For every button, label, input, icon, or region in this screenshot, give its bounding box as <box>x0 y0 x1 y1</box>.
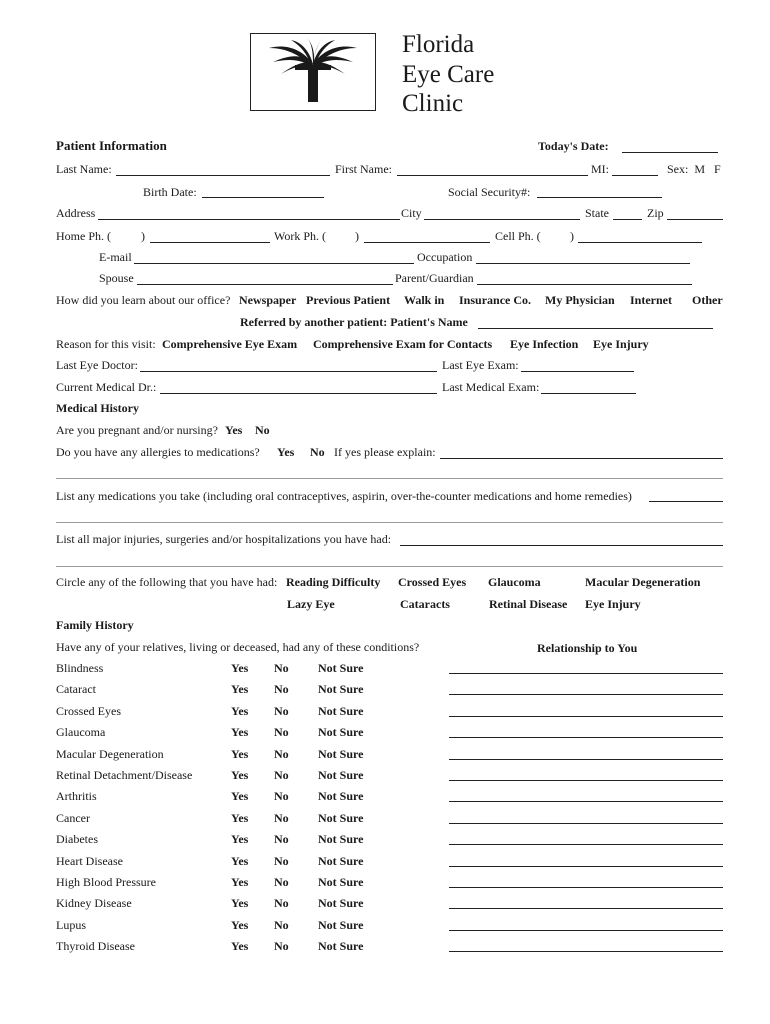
family-condition-not-sure[interactable]: Not Sure <box>318 768 364 782</box>
family-condition-no[interactable]: No <box>274 725 289 739</box>
family-condition-yes[interactable]: Yes <box>231 704 249 718</box>
home-phone-paren: ) <box>141 229 145 243</box>
family-condition-label: Blindness <box>56 661 104 675</box>
family-relationship-field[interactable] <box>449 908 723 909</box>
clinic-name-line-3: Clinic <box>402 90 464 117</box>
family-relationship-field[interactable] <box>449 823 723 824</box>
work-phone-paren: ) <box>355 229 359 243</box>
last-eye-exam-label: Last Eye Exam: <box>442 358 519 372</box>
spouse-field[interactable] <box>137 284 393 285</box>
family-condition-no[interactable]: No <box>274 832 289 846</box>
parent-guardian-field[interactable] <box>477 284 692 285</box>
family-relationship-field[interactable] <box>449 759 723 760</box>
family-condition-no[interactable]: No <box>274 918 289 932</box>
family-condition-no[interactable]: No <box>274 875 289 889</box>
family-condition-label: Cancer <box>56 811 90 825</box>
last-eye-doctor-label: Last Eye Doctor: <box>56 358 138 372</box>
injuries-field-2[interactable] <box>56 566 723 567</box>
condition-eye-injury[interactable]: Eye Injury <box>585 597 641 611</box>
family-condition-not-sure[interactable]: Not Sure <box>318 939 364 953</box>
last-name-field[interactable] <box>116 175 330 176</box>
home-phone-label: Home Ph. ( <box>56 229 111 243</box>
referral-option-physician[interactable]: My Physician <box>545 293 615 307</box>
referred-by-field[interactable] <box>478 328 713 329</box>
cell-phone-label: Cell Ph. ( <box>495 229 541 243</box>
email-label: E-mail <box>99 250 132 264</box>
family-condition-not-sure[interactable]: Not Sure <box>318 918 364 932</box>
first-name-label: First Name: <box>335 162 392 176</box>
relationship-header: Relationship to You <box>537 641 638 655</box>
reason-exam-for-contacts[interactable]: Comprehensive Exam for Contacts <box>313 337 493 351</box>
clinic-name-line-1: Florida <box>402 31 475 58</box>
family-condition-not-sure[interactable]: Not Sure <box>318 811 364 825</box>
city-field[interactable] <box>424 219 580 220</box>
current-medical-dr-field[interactable] <box>160 393 437 394</box>
family-condition-no[interactable]: No <box>274 747 289 761</box>
family-condition-label: Arthritis <box>56 789 97 803</box>
family-history-question: Have any of your relatives, living or deceased, had any of these conditions? <box>56 640 420 654</box>
family-relationship-field[interactable] <box>449 844 723 845</box>
cell-phone-field[interactable] <box>578 242 702 243</box>
referral-option-insurance[interactable]: Insurance Co. <box>459 293 532 307</box>
family-condition-no[interactable]: No <box>274 854 289 868</box>
family-condition-label: Lupus <box>56 918 86 932</box>
last-eye-exam-field[interactable] <box>521 371 634 372</box>
family-relationship-field[interactable] <box>449 716 723 717</box>
birth-date-label: Birth Date: <box>143 185 197 199</box>
family-condition-no[interactable]: No <box>274 768 289 782</box>
family-condition-not-sure[interactable]: Not Sure <box>318 725 364 739</box>
last-name-label: Last Name: <box>56 162 112 176</box>
referral-option-newspaper[interactable]: Newspaper <box>239 293 297 307</box>
clinic-logo <box>250 33 376 111</box>
family-condition-not-sure[interactable]: Not Sure <box>318 832 364 846</box>
allergies-no[interactable]: No <box>310 445 325 459</box>
family-condition-not-sure[interactable]: Not Sure <box>318 789 364 803</box>
family-condition-no[interactable]: No <box>274 661 289 675</box>
family-condition-yes[interactable]: Yes <box>231 789 249 803</box>
reason-eye-injury[interactable]: Eye Injury <box>593 337 649 351</box>
family-condition-no[interactable]: No <box>274 682 289 696</box>
condition-retinal-disease[interactable]: Retinal Disease <box>489 597 568 611</box>
family-relationship-field[interactable] <box>449 694 723 695</box>
family-relationship-field[interactable] <box>449 951 723 952</box>
family-condition-yes[interactable]: Yes <box>231 854 249 868</box>
family-condition-no[interactable]: No <box>274 896 289 910</box>
injuries-field[interactable] <box>400 545 723 546</box>
work-phone-label: Work Ph. ( <box>274 229 327 243</box>
reason-comprehensive-eye-exam[interactable]: Comprehensive Eye Exam <box>162 337 298 351</box>
family-condition-not-sure[interactable]: Not Sure <box>318 875 364 889</box>
sex-label[interactable]: Sex: M F <box>667 162 721 176</box>
family-relationship-field[interactable] <box>449 801 723 802</box>
injuries-label: List all major injuries, surgeries and/or hospitalizations you have had: <box>56 532 392 546</box>
family-condition-no[interactable]: No <box>274 811 289 825</box>
cell-phone-paren: ) <box>570 229 574 243</box>
family-condition-label: Macular Degeneration <box>56 747 164 761</box>
work-phone-field[interactable] <box>364 242 490 243</box>
circle-conditions-label: Circle any of the following that you have had: <box>56 575 278 589</box>
allergies-explain-field-2[interactable] <box>56 478 723 479</box>
address-field[interactable] <box>98 219 400 220</box>
family-condition-label: Glaucoma <box>56 725 106 739</box>
family-condition-not-sure[interactable]: Not Sure <box>318 896 364 910</box>
allergies-explain-label: If yes please explain: <box>334 445 436 459</box>
referral-option-internet[interactable]: Internet <box>630 293 672 307</box>
family-condition-yes[interactable]: Yes <box>231 939 249 953</box>
condition-macular-degeneration[interactable]: Macular Degeneration <box>585 575 701 589</box>
mi-label: MI: <box>591 162 609 176</box>
zip-field[interactable] <box>667 219 723 220</box>
condition-crossed-eyes[interactable]: Crossed Eyes <box>398 575 467 589</box>
family-relationship-field[interactable] <box>449 737 723 738</box>
family-condition-label: Diabetes <box>56 832 98 846</box>
social-security-field[interactable] <box>537 197 662 198</box>
parent-guardian-label: Parent/Guardian <box>395 271 474 285</box>
family-condition-yes[interactable]: Yes <box>231 768 249 782</box>
family-relationship-field[interactable] <box>449 930 723 931</box>
family-condition-yes[interactable]: Yes <box>231 747 249 761</box>
referral-option-walk-in[interactable]: Walk in <box>404 293 445 307</box>
occupation-field[interactable] <box>476 263 690 264</box>
occupation-label: Occupation <box>417 250 473 264</box>
medications-field[interactable] <box>649 501 723 502</box>
family-condition-not-sure[interactable]: Not Sure <box>318 661 364 675</box>
family-condition-yes[interactable]: Yes <box>231 918 249 932</box>
todays-date-label: Today's Date: <box>538 139 609 153</box>
family-condition-not-sure[interactable]: Not Sure <box>318 682 364 696</box>
last-medical-exam-field[interactable] <box>541 393 636 394</box>
family-condition-label: Heart Disease <box>56 854 123 868</box>
medications-label: List any medications you take (including oral contraceptives, aspirin, over-the-counter medications and home remedies) <box>56 489 632 503</box>
family-condition-yes[interactable]: Yes <box>231 875 249 889</box>
allergies-question: Do you have any allergies to medications? <box>56 445 260 459</box>
spouse-label: Spouse <box>99 271 134 285</box>
family-relationship-field[interactable] <box>449 780 723 781</box>
medications-field-2[interactable] <box>56 522 723 523</box>
todays-date-field[interactable] <box>622 152 718 153</box>
state-label: State <box>585 206 609 220</box>
clinic-name-line-2: Eye Care <box>402 61 495 88</box>
reason-label: Reason for this visit: <box>56 337 156 351</box>
family-condition-no[interactable]: No <box>274 939 289 953</box>
address-label: Address <box>56 206 96 220</box>
referred-by-label: Referred by another patient: Patient's Name <box>240 315 468 329</box>
family-condition-yes[interactable]: Yes <box>231 725 249 739</box>
family-condition-not-sure[interactable]: Not Sure <box>318 854 364 868</box>
last-medical-exam-label: Last Medical Exam: <box>442 380 540 394</box>
patient-information-heading: Patient Information <box>56 138 167 153</box>
family-condition-label: Crossed Eyes <box>56 704 121 718</box>
last-eye-doctor-field[interactable] <box>140 371 437 372</box>
condition-lazy-eye[interactable]: Lazy Eye <box>287 597 335 611</box>
family-condition-not-sure[interactable]: Not Sure <box>318 704 364 718</box>
family-condition-yes[interactable]: Yes <box>231 896 249 910</box>
condition-reading-difficulty[interactable]: Reading Difficulty <box>286 575 381 589</box>
family-condition-label: Cataract <box>56 682 96 696</box>
social-security-label: Social Security#: <box>448 185 531 199</box>
family-relationship-field[interactable] <box>449 866 723 867</box>
referral-option-previous-patient[interactable]: Previous Patient <box>306 293 391 307</box>
referral-option-other[interactable]: Other <box>692 293 723 307</box>
family-condition-label: Kidney Disease <box>56 896 132 910</box>
family-condition-no[interactable]: No <box>274 789 289 803</box>
family-condition-not-sure[interactable]: Not Sure <box>318 747 364 761</box>
family-relationship-field[interactable] <box>449 673 723 674</box>
medical-history-heading: Medical History <box>56 401 139 415</box>
family-history-heading: Family History <box>56 618 134 632</box>
family-condition-yes[interactable]: Yes <box>231 682 249 696</box>
home-phone-field[interactable] <box>150 242 270 243</box>
pregnant-no[interactable]: No <box>255 423 270 437</box>
palm-tree-logo-icon <box>251 34 375 110</box>
pregnant-yes[interactable]: Yes <box>225 423 243 437</box>
family-condition-no[interactable]: No <box>274 704 289 718</box>
pregnant-question: Are you pregnant and/or nursing? <box>56 423 218 437</box>
allergies-yes[interactable]: Yes <box>277 445 295 459</box>
family-condition-yes[interactable]: Yes <box>231 832 249 846</box>
birth-date-field[interactable] <box>202 197 324 198</box>
mi-field[interactable] <box>612 175 658 176</box>
state-field[interactable] <box>613 219 642 220</box>
city-label: City <box>401 206 422 220</box>
family-condition-yes[interactable]: Yes <box>231 661 249 675</box>
email-field[interactable] <box>134 263 414 264</box>
family-condition-label: High Blood Pressure <box>56 875 156 889</box>
zip-label: Zip <box>647 206 664 220</box>
current-medical-dr-label: Current Medical Dr.: <box>56 380 157 394</box>
reason-eye-infection[interactable]: Eye Infection <box>510 337 579 351</box>
allergies-explain-field[interactable] <box>440 458 723 459</box>
condition-cataracts[interactable]: Cataracts <box>400 597 450 611</box>
family-relationship-field[interactable] <box>449 887 723 888</box>
first-name-field[interactable] <box>397 175 588 176</box>
family-condition-label: Retinal Detachment/Disease <box>56 768 193 782</box>
family-condition-label: Thyroid Disease <box>56 939 135 953</box>
referral-question: How did you learn about our office? <box>56 293 231 307</box>
condition-glaucoma[interactable]: Glaucoma <box>488 575 541 589</box>
family-condition-yes[interactable]: Yes <box>231 811 249 825</box>
